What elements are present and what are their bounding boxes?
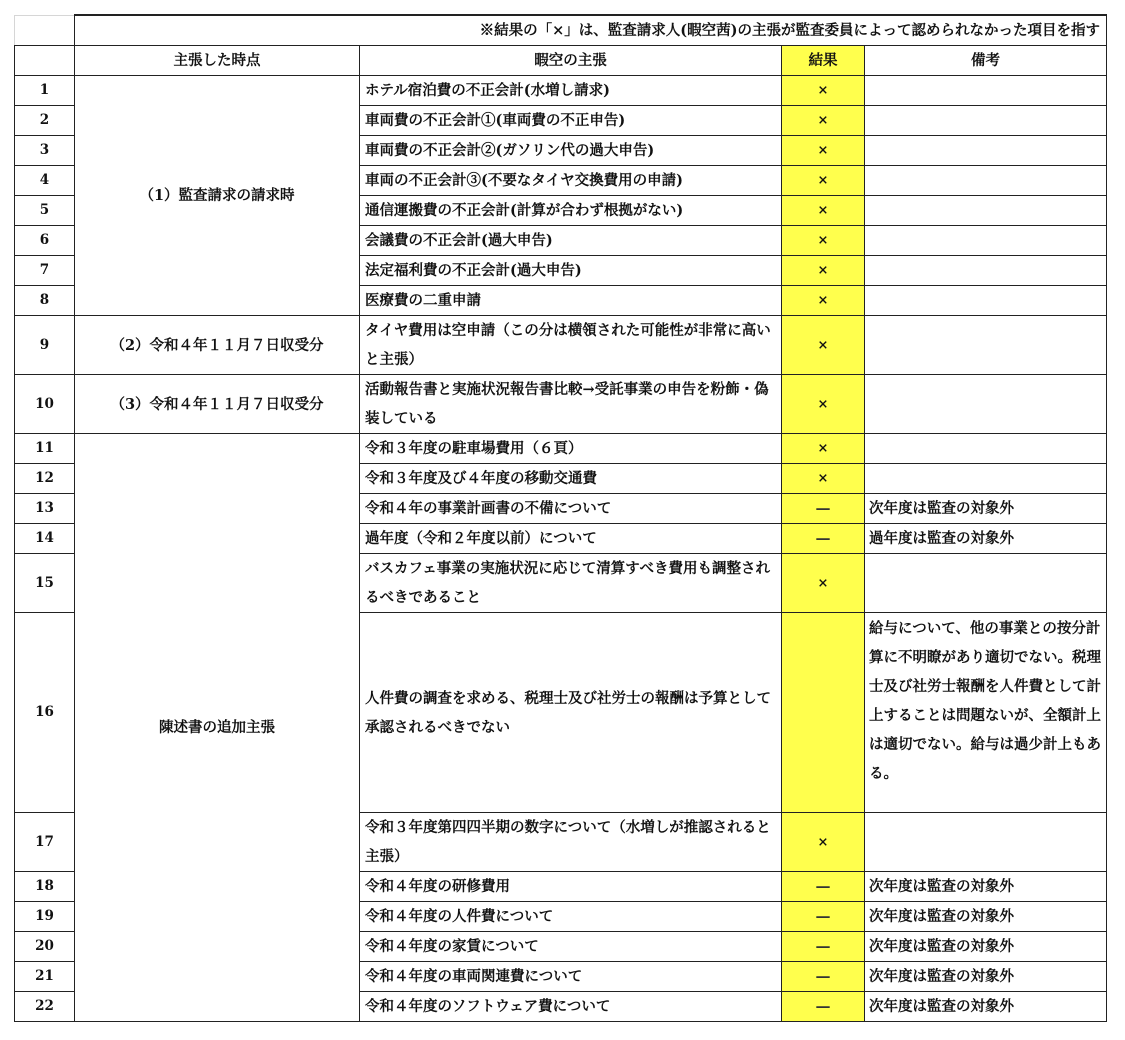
claim-text: 車両費の不正会計②(ガソリン代の過大申告) — [360, 136, 782, 166]
claim-text: バスカフェ事業の実施状況に応じて清算すべき費用も調整されるべきであること — [360, 554, 782, 613]
corner-cell — [15, 15, 75, 46]
remark-text — [865, 813, 1107, 872]
claim-text: 人件費の調査を求める、税理士及び社労士の報酬は予算として承認されるべきでない — [360, 613, 782, 813]
header-row — [15, 46, 1107, 76]
result-mark: — — [782, 962, 865, 992]
claim-text: 令和３年度第四四半期の数字について（水増しが推認されると主張） — [360, 813, 782, 872]
result-mark: × — [782, 196, 865, 226]
result-mark: — — [782, 494, 865, 524]
claim-text: 会議費の不正会計(過大申告) — [360, 226, 782, 256]
result-mark — [782, 613, 865, 813]
claim-text: 令和４年の事業計画書の不備について — [360, 494, 782, 524]
claim-text: 令和３年度及び４年度の移動交通費 — [360, 464, 782, 494]
claim-text: ホテル宿泊費の不正会計(水増し請求) — [360, 76, 782, 106]
result-mark: — — [782, 992, 865, 1022]
remark-text: 次年度は監査の対象外 — [865, 902, 1107, 932]
row-number: 19 — [15, 902, 75, 932]
row-number: 3 — [15, 136, 75, 166]
row-number: 14 — [15, 524, 75, 554]
result-mark: × — [782, 464, 865, 494]
claim-text: 法定福利費の不正会計(過大申告) — [360, 256, 782, 286]
row-number: 11 — [15, 434, 75, 464]
remark-text — [865, 316, 1107, 375]
claim-text: 令和３年度の駐車場費用（６頁） — [360, 434, 782, 464]
row-number: 13 — [15, 494, 75, 524]
table-note: ※結果の「×」は、監査請求人(暇空茜)の主張が監査委員によって認められなかった項目を指す — [75, 15, 1107, 46]
table-row — [15, 434, 1107, 464]
row-number: 16 — [15, 613, 75, 813]
result-mark: — — [782, 872, 865, 902]
row-number: 10 — [15, 375, 75, 434]
remark-text — [865, 286, 1107, 316]
result-mark: × — [782, 106, 865, 136]
result-mark: × — [782, 256, 865, 286]
remark-text — [865, 375, 1107, 434]
result-mark: × — [782, 813, 865, 872]
header-number — [15, 46, 75, 76]
row-number: 6 — [15, 226, 75, 256]
remark-text — [865, 464, 1107, 494]
row-number: 20 — [15, 932, 75, 962]
claim-text: 令和４年度の車両関連費について — [360, 962, 782, 992]
row-number: 17 — [15, 813, 75, 872]
result-mark: × — [782, 375, 865, 434]
remark-text: 給与について、他の事業との按分計算に不明瞭があり適切でない。税理士及び社労士報酬を人件費として計上することは問題ないが、全額計上は適切でない。給与は過少計上もある。 — [865, 613, 1107, 813]
remark-text — [865, 226, 1107, 256]
row-number: 1 — [15, 76, 75, 106]
claim-text: 医療費の二重申請 — [360, 286, 782, 316]
row-number: 5 — [15, 196, 75, 226]
result-mark: × — [782, 226, 865, 256]
row-number: 8 — [15, 286, 75, 316]
row-number: 7 — [15, 256, 75, 286]
audit-results-table — [14, 14, 1107, 1022]
claim-text: 令和４年度のソフトウェア費について — [360, 992, 782, 1022]
claim-text: タイヤ費用は空申請（この分は横領された可能性が非常に高いと主張） — [360, 316, 782, 375]
result-mark: — — [782, 932, 865, 962]
claim-timing: （1）監査請求の請求時 — [75, 76, 360, 316]
result-mark: × — [782, 316, 865, 375]
result-mark: — — [782, 524, 865, 554]
result-mark: × — [782, 76, 865, 106]
result-mark: × — [782, 136, 865, 166]
row-number: 12 — [15, 464, 75, 494]
header-claim: 暇空の主張 — [360, 46, 782, 76]
table-row — [15, 375, 1107, 434]
remark-text: 次年度は監査の対象外 — [865, 932, 1107, 962]
remark-text — [865, 434, 1107, 464]
result-mark: — — [782, 902, 865, 932]
table-row — [15, 316, 1107, 375]
row-number: 18 — [15, 872, 75, 902]
remark-text — [865, 256, 1107, 286]
note-row — [15, 15, 1107, 46]
result-mark: × — [782, 166, 865, 196]
remark-text: 次年度は監査の対象外 — [865, 962, 1107, 992]
claim-text: 令和４年度の人件費について — [360, 902, 782, 932]
row-number: 4 — [15, 166, 75, 196]
row-number: 2 — [15, 106, 75, 136]
claim-timing: （3）令和４年１１月７日収受分 — [75, 375, 360, 434]
row-number: 15 — [15, 554, 75, 613]
claim-text: 令和４年度の研修費用 — [360, 872, 782, 902]
claim-text: 令和４年度の家賃について — [360, 932, 782, 962]
table-row — [15, 76, 1107, 106]
remark-text — [865, 136, 1107, 166]
claim-text: 通信運搬費の不正会計(計算が合わず根拠がない) — [360, 196, 782, 226]
claim-timing: 陳述書の追加主張 — [75, 434, 360, 1022]
result-mark: × — [782, 434, 865, 464]
claim-text: 活動報告書と実施状況報告書比較→受託事業の申告を粉飾・偽装している — [360, 375, 782, 434]
claim-text: 車両の不正会計③(不要なタイヤ交換費用の申請) — [360, 166, 782, 196]
result-mark: × — [782, 554, 865, 613]
remark-text: 過年度は監査の対象外 — [865, 524, 1107, 554]
claim-text: 過年度（令和２年度以前）について — [360, 524, 782, 554]
header-result: 結果 — [782, 46, 865, 76]
remark-text — [865, 166, 1107, 196]
result-mark: × — [782, 286, 865, 316]
remark-text: 次年度は監査の対象外 — [865, 494, 1107, 524]
remark-text: 次年度は監査の対象外 — [865, 872, 1107, 902]
claim-text: 車両費の不正会計①(車両費の不正申告) — [360, 106, 782, 136]
remark-text — [865, 76, 1107, 106]
row-number: 9 — [15, 316, 75, 375]
remark-text: 次年度は監査の対象外 — [865, 992, 1107, 1022]
row-number: 22 — [15, 992, 75, 1022]
remark-text — [865, 554, 1107, 613]
remark-text — [865, 196, 1107, 226]
remark-text — [865, 106, 1107, 136]
header-remarks: 備考 — [865, 46, 1107, 76]
row-number: 21 — [15, 962, 75, 992]
header-when: 主張した時点 — [75, 46, 360, 76]
claim-timing: （2）令和４年１１月７日収受分 — [75, 316, 360, 375]
